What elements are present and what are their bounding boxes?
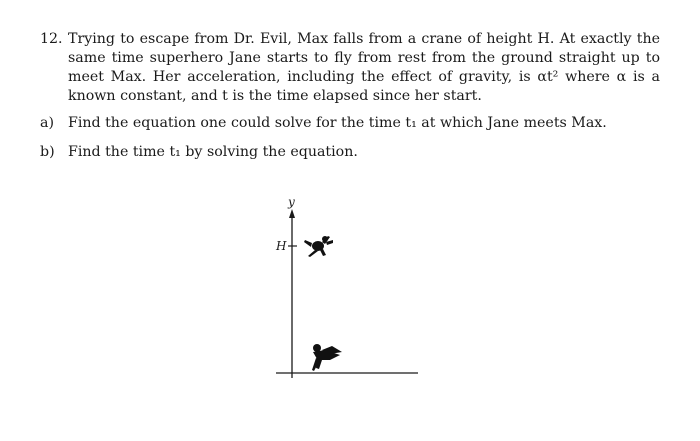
y-axis-label: y [288, 195, 295, 209]
part-a-text: Find the equation one could solve for the time t₁ at which Jane meets Max. [68, 115, 607, 131]
flying-jane-figure-icon [312, 344, 342, 371]
part-a-label: a) [40, 115, 54, 131]
y-axis-arrowhead [289, 209, 295, 218]
part-a [40, 114, 660, 133]
height-label: H [276, 239, 287, 253]
problem-statement [40, 30, 660, 106]
part-b-text: Find the time t₁ by solving the equation. [68, 144, 358, 160]
part-b [40, 143, 660, 162]
problem-number: 12. [40, 31, 63, 47]
problem-12 [40, 30, 660, 162]
part-b-label: b) [40, 144, 55, 160]
falling-max-figure-icon [304, 236, 333, 257]
problem-text: Trying to escape from Dr. Evil, Max falls from a crane of height H. At exactly the same time superhero Jane starts to fly from rest from the ground straight up to meet Max. Her acceleration, including the effect of gravity, is αt² where α is a known constant, and t is the time elapsed since her start. [68, 31, 660, 104]
